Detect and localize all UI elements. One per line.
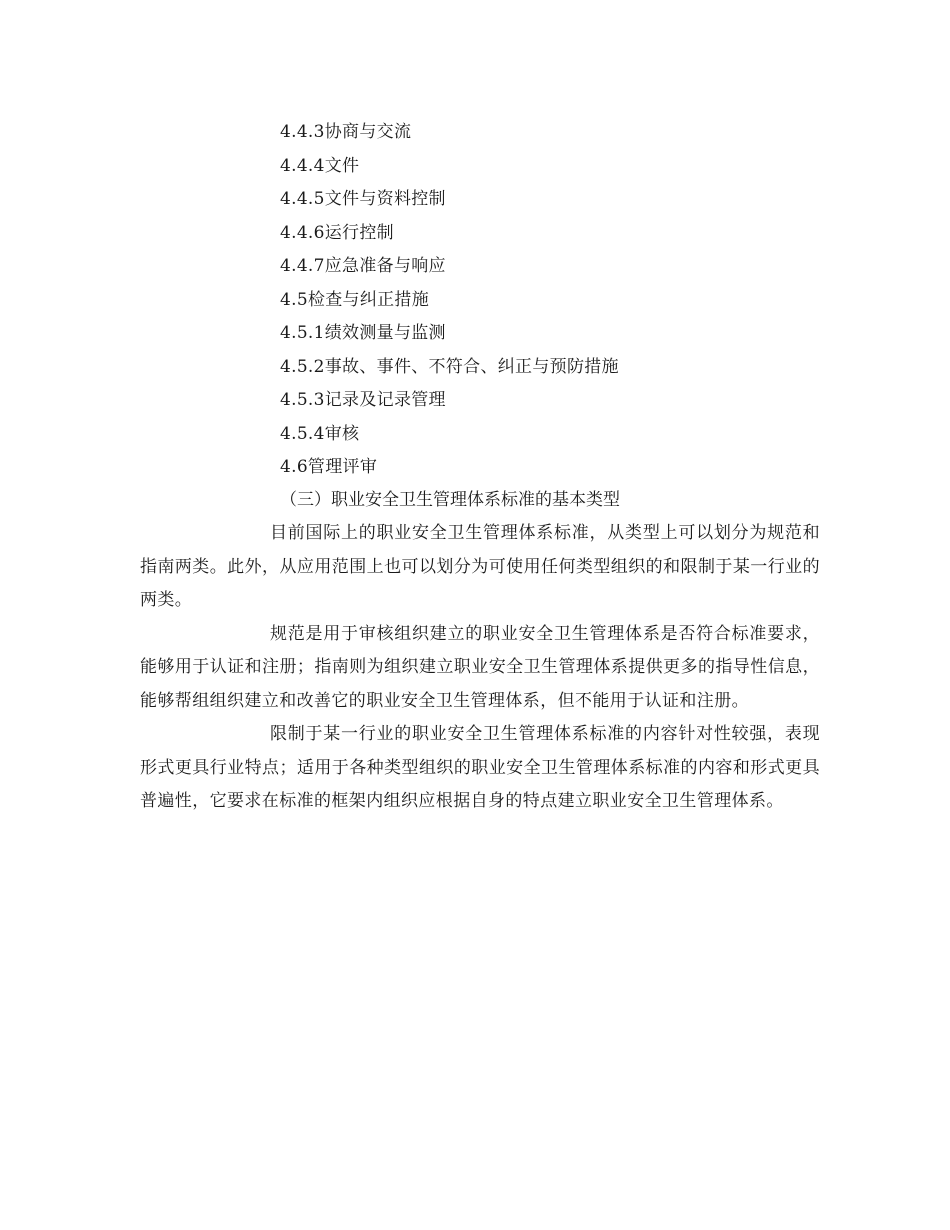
paragraph: 限制于某一行业的职业安全卫生管理体系标准的内容针对性较强，表现形式更具行业特点；适用于各种类型组织的职业安全卫生管理体系标准的内容和形式更具普遍性，它要求在标准的框架内组织应根据自身的特点建立职业安全卫生管理体系。 bbox=[140, 724, 820, 811]
toc-item: 4.5.1绩效测量与监测 bbox=[280, 323, 446, 343]
paragraph: 目前国际上的职业安全卫生管理体系标准，从类型上可以划分为规范和指南两类。此外，从应用范围上也可以划分为可使用任何类型组织的和限制于某一行业的两类。 bbox=[140, 523, 820, 610]
paragraph: 规范是用于审核组织建立的职业安全卫生管理体系是否符合标准要求，能够用于认证和注册；指南则为组织建立职业安全卫生管理体系提供更多的指导性信息，能够帮组组织建立和改善它的职业安全卫生管理体系，但不能用于认证和注册。 bbox=[140, 623, 820, 711]
toc-item: 4.4.5文件与资料控制 bbox=[280, 189, 446, 209]
section-heading: （三）职业安全卫生管理体系标准的基本类型 bbox=[280, 490, 620, 510]
toc-item: 4.4.3协商与交流 bbox=[280, 122, 412, 142]
toc-item: 4.5.2事故、事件、不符合、纠正与预防措施 bbox=[280, 356, 619, 377]
toc-item: 4.4.7应急准备与响应 bbox=[280, 256, 446, 276]
toc-item: 4.5.4审核 bbox=[280, 423, 360, 444]
table-of-contents bbox=[280, 116, 840, 485]
toc-item: 4.4.6运行控制 bbox=[280, 222, 394, 243]
toc-item: 4.6管理评审 bbox=[280, 457, 378, 477]
body-text bbox=[140, 517, 820, 819]
toc-item: 4.4.4文件 bbox=[280, 155, 360, 176]
toc-item: 4.5.3记录及记录管理 bbox=[280, 390, 446, 410]
toc-item: 4.5检查与纠正措施 bbox=[280, 289, 430, 310]
